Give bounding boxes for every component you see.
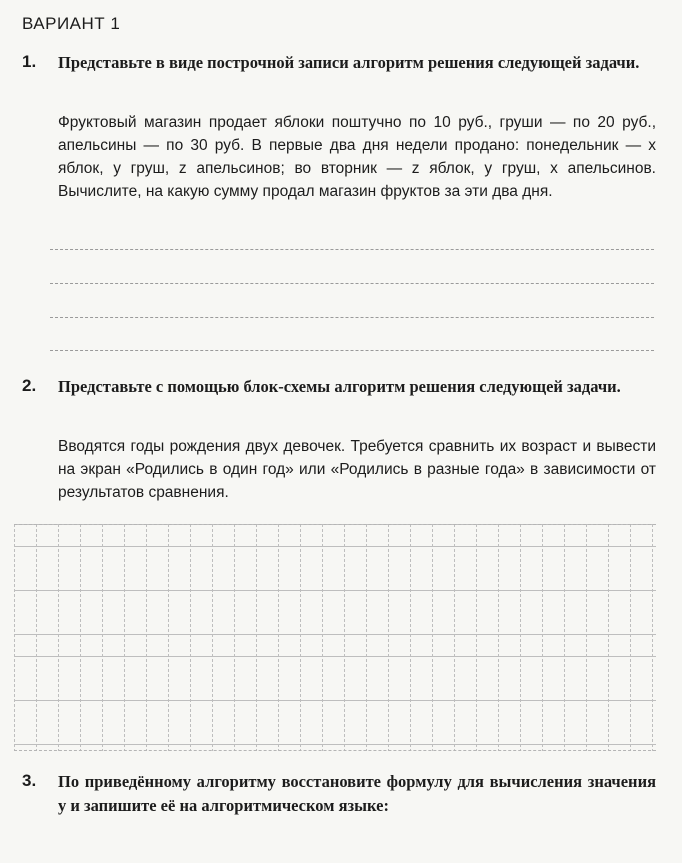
variant-title: ВАРИАНТ 1 — [22, 14, 121, 33]
task-3-number: 3. — [22, 771, 37, 790]
task-1-question: Представьте в виде построчной записи алгоритм решения следующей задачи. — [58, 53, 640, 72]
answer-line-3[interactable] — [50, 317, 654, 318]
answer-line-4[interactable] — [50, 350, 654, 351]
task-2-number: 2. — [22, 376, 37, 395]
task-1-number: 1. — [22, 52, 37, 71]
task-2-question: Представьте с помощью блок-схемы алгоритм решения следующей задачи. — [58, 377, 621, 396]
drawing-grid-border — [14, 524, 656, 751]
task-1-text: Фруктовый магазин продает яблоки поштучно по 10 руб., груши — по 20 руб., апельсины — по 30 руб. В первые два дня недели продано: понедельник — x яблок, y груш, z апельсинов; во вторник — z яблок, y груш, x апельсинов. Вычислите, на какую сумму продал магазин фруктов за эти два дня. — [58, 114, 656, 200]
answer-line-1[interactable] — [50, 249, 654, 250]
task-3-question: По приведённому алгоритму восстановите формулу для вычисления значения y и запишите её на алгоритмическом языке: — [58, 772, 656, 815]
answer-line-2[interactable] — [50, 283, 654, 284]
task-2-text: Вводятся годы рождения двух девочек. Требуется сравнить их возраст и вывести на экран «Родились в один год» или «Родились в разные года» в зависимости от результатов сравнения. — [58, 438, 656, 501]
